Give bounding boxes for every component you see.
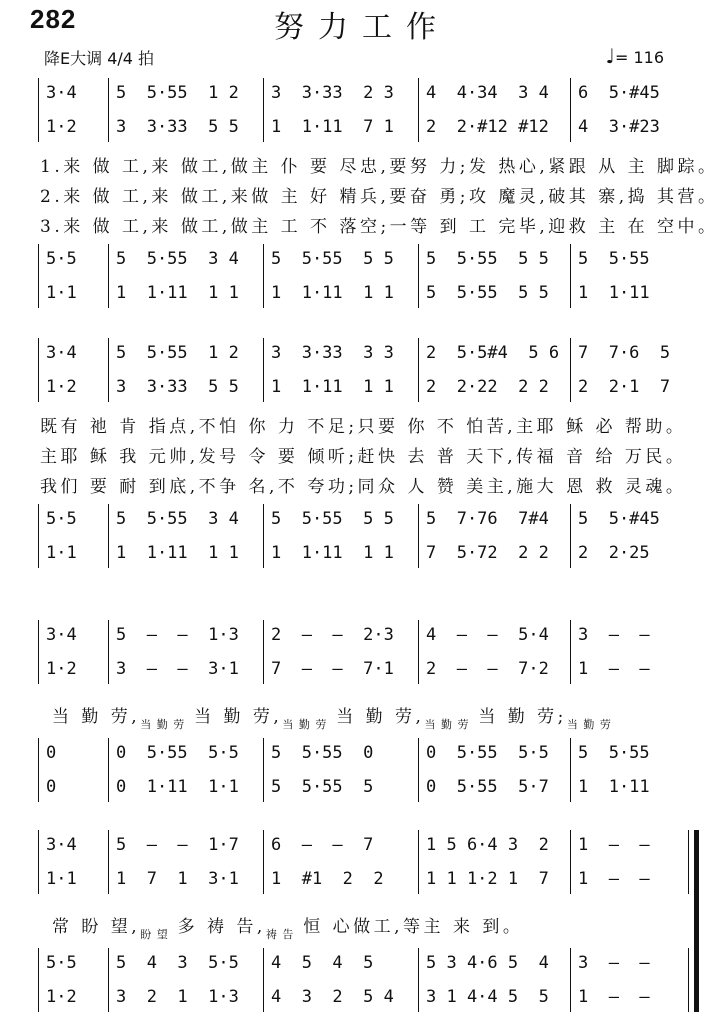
barline bbox=[38, 830, 39, 894]
measure: 3·4 bbox=[46, 343, 77, 363]
barline bbox=[418, 338, 419, 402]
measure: 4 3 2 5 4 bbox=[271, 987, 394, 1007]
lyric-echo: 当 勤 劳 bbox=[424, 718, 470, 730]
measure: 3·4 bbox=[46, 625, 77, 645]
measure: 5 5·55 0 bbox=[271, 743, 374, 763]
measure: 1 – – bbox=[578, 835, 650, 855]
measure: 3 – – bbox=[578, 625, 650, 645]
measure: 5·5 bbox=[46, 249, 77, 269]
measure: 1·2 bbox=[46, 987, 77, 1007]
measure: 4 3·#23 bbox=[578, 117, 660, 137]
measure: 1 7 1 3·1 bbox=[116, 869, 239, 889]
barline bbox=[418, 78, 419, 142]
lyric-line: 3.来 做 工,来 做工,做主 工 不 落空;一等 到 工 完毕,迎救 主 在 空中。 bbox=[40, 217, 719, 237]
lyric-main: 恒 心做工,等主 来 到。 bbox=[303, 917, 524, 937]
measure: 1 1·11 1 1 bbox=[116, 543, 239, 563]
measure: 1·1 bbox=[46, 283, 77, 303]
barline bbox=[418, 830, 419, 894]
measure: 1 – – bbox=[578, 659, 650, 679]
measure: 1 – – bbox=[578, 987, 650, 1007]
measure: 3·4 bbox=[46, 835, 77, 855]
barline bbox=[570, 830, 571, 894]
final-barline bbox=[694, 830, 699, 1012]
measure: 5 7·76 7#4 bbox=[426, 509, 549, 529]
measure: 0 1·11 1·1 bbox=[116, 777, 239, 797]
barline bbox=[418, 738, 419, 802]
measure: 1 – – bbox=[578, 869, 650, 889]
measure: 3 3·33 2 3 bbox=[271, 83, 394, 103]
measure: 5 5·55 1 2 bbox=[116, 83, 239, 103]
tempo-marking bbox=[606, 44, 664, 68]
lyric-line: 我们 要 耐 到底,不争 名,不 夸功;同众 人 赞 美主,施大 恩 救 灵魂。 bbox=[40, 477, 687, 497]
lyric-line bbox=[0, 912, 724, 940]
measure: 7 7·6 5 bbox=[578, 343, 671, 363]
lyric-main: 多 祷 告, bbox=[177, 917, 266, 937]
barline bbox=[108, 504, 109, 568]
barline bbox=[263, 948, 264, 1012]
barline bbox=[38, 738, 39, 802]
measure: 1 1·11 1 1 bbox=[271, 283, 394, 303]
lyric-line: 2.来 做 工,来 做工,来做 主 好 精兵,要奋 勇;攻 魔灵,破其 寨,捣 其营。 bbox=[40, 187, 719, 207]
barline bbox=[38, 338, 39, 402]
tempo-value: = 116 bbox=[614, 48, 664, 67]
lyric-line: 主耶 稣 我 元帅,发号 令 要 倾听;赶快 去 普 天下,传福 音 给 万民。 bbox=[40, 447, 687, 467]
measure: 5·5 bbox=[46, 953, 77, 973]
measure: 5 5·55 5 bbox=[271, 777, 374, 797]
measure: 5 5·55 3 4 bbox=[116, 509, 239, 529]
measure: 3 3·33 5 5 bbox=[116, 377, 239, 397]
barline bbox=[263, 78, 264, 142]
measure: 5 5·55 5 5 bbox=[426, 249, 549, 269]
measure: 5 5·55 bbox=[578, 743, 650, 763]
barline bbox=[263, 620, 264, 684]
measure: 1 1·11 1 1 bbox=[116, 283, 239, 303]
measure: 1 1·11 1 1 bbox=[271, 377, 394, 397]
measure: 1·1 bbox=[46, 543, 77, 563]
measure: 3 – – 3·1 bbox=[116, 659, 239, 679]
barline bbox=[570, 948, 571, 1012]
measure: 1 1·11 bbox=[578, 283, 650, 303]
lyric-main: 当 勤 劳, bbox=[52, 707, 141, 727]
barline bbox=[108, 338, 109, 402]
barline bbox=[263, 504, 264, 568]
measure: 1·2 bbox=[46, 659, 77, 679]
measure: 3 2 1 1·3 bbox=[116, 987, 239, 1007]
measure: 1 5 6·4 3 2 bbox=[426, 835, 549, 855]
measure: 2 – – 2·3 bbox=[271, 625, 394, 645]
measure: 5 5·55 3 4 bbox=[116, 249, 239, 269]
hymn-number: 282 bbox=[30, 4, 77, 34]
measure: 1 #1 2 2 bbox=[271, 869, 384, 889]
measure: 5·5 bbox=[46, 509, 77, 529]
measure: 2 2·#12 #12 bbox=[426, 117, 549, 137]
lyric-line bbox=[0, 702, 724, 730]
measure: 0 bbox=[46, 743, 57, 763]
measure: 0 5·55 5·5 bbox=[116, 743, 239, 763]
barline bbox=[263, 244, 264, 308]
measure: 0 bbox=[46, 777, 57, 797]
barline bbox=[570, 244, 571, 308]
barline bbox=[38, 620, 39, 684]
lyric-line: 既有 祂 肯 指点,不怕 你 力 不足;只要 你 不 怕苦,主耶 稣 必 帮助。 bbox=[40, 417, 687, 437]
barline bbox=[263, 338, 264, 402]
measure: 7 5·72 2 2 bbox=[426, 543, 549, 563]
lyric-echo: 当 勤 劳 bbox=[140, 718, 186, 730]
barline bbox=[263, 738, 264, 802]
measure: 3 1 4·4 5 5 bbox=[426, 987, 549, 1007]
measure: 5 3 4·6 5 4 bbox=[426, 953, 549, 973]
barline bbox=[108, 830, 109, 894]
measure: 6 5·#45 bbox=[578, 83, 660, 103]
barline bbox=[108, 738, 109, 802]
barline bbox=[418, 504, 419, 568]
measure: 3 – – bbox=[578, 953, 650, 973]
measure: 3 3·33 3 3 bbox=[271, 343, 394, 363]
measure: 3·4 bbox=[46, 83, 77, 103]
lyric-main: 当 勤 劳; bbox=[478, 707, 567, 727]
measure: 3 3·33 5 5 bbox=[116, 117, 239, 137]
barline bbox=[263, 830, 264, 894]
lyric-echo: 祷 告 bbox=[265, 928, 295, 940]
measure: 1 1·11 bbox=[578, 777, 650, 797]
measure: 1·1 bbox=[46, 869, 77, 889]
barline bbox=[688, 948, 689, 1012]
barline bbox=[570, 738, 571, 802]
measure: 0 5·55 5·7 bbox=[426, 777, 549, 797]
measure: 4 4·34 3 4 bbox=[426, 83, 549, 103]
measure: 7 – – 7·1 bbox=[271, 659, 394, 679]
barline bbox=[570, 620, 571, 684]
measure: 2 – – 7·2 bbox=[426, 659, 549, 679]
measure: 1 1 1·2 1 7 bbox=[426, 869, 549, 889]
quarter-note-icon: ♩ bbox=[605, 44, 615, 68]
measure: 5 5·55 bbox=[578, 249, 650, 269]
measure: 2 5·5#4 5 6 bbox=[426, 343, 560, 363]
measure: 5 – – 1·3 bbox=[116, 625, 239, 645]
barline bbox=[570, 338, 571, 402]
barline bbox=[108, 948, 109, 1012]
lyric-main: 当 勤 劳, bbox=[336, 707, 425, 727]
barline bbox=[38, 948, 39, 1012]
measure: 2 2·25 bbox=[578, 543, 650, 563]
measure: 5 5·55 1 2 bbox=[116, 343, 239, 363]
measure: 5 5·#45 bbox=[578, 509, 660, 529]
key-signature: 降E大调 4/4 拍 bbox=[44, 49, 155, 68]
lyric-echo: 当 勤 劳 bbox=[282, 718, 328, 730]
measure: 6 – – 7 bbox=[271, 835, 374, 855]
lyric-line: 1.来 做 工,来 做工,做主 仆 要 尽忠,要努 力;发 热心,紧跟 从 主 脚踪。 bbox=[40, 157, 719, 177]
measure: 2 2·22 2 2 bbox=[426, 377, 549, 397]
lyric-main: 常 盼 望, bbox=[52, 917, 141, 937]
measure: 5 5·55 5 5 bbox=[271, 509, 394, 529]
measure: 5 4 3 5·5 bbox=[116, 953, 239, 973]
lyric-echo: 盼 望 bbox=[140, 928, 169, 940]
measure: 5 – – 1·7 bbox=[116, 835, 239, 855]
barline bbox=[418, 948, 419, 1012]
barline bbox=[570, 78, 571, 142]
measure: 4 5 4 5 bbox=[271, 953, 374, 973]
lyric-main: 当 勤 劳, bbox=[194, 707, 283, 727]
barline bbox=[688, 830, 689, 894]
barline bbox=[418, 244, 419, 308]
measure: 4 – – 5·4 bbox=[426, 625, 549, 645]
barline bbox=[38, 78, 39, 142]
measure: 1·2 bbox=[46, 117, 77, 137]
barline bbox=[108, 78, 109, 142]
measure: 5 5·55 5 5 bbox=[426, 283, 549, 303]
measure: 2 2·1 7 bbox=[578, 377, 671, 397]
lyric-echo: 当 勤 劳 bbox=[566, 718, 612, 730]
measure: 5 5·55 5 5 bbox=[271, 249, 394, 269]
barline bbox=[38, 504, 39, 568]
measure: 1 1·11 1 1 bbox=[271, 543, 394, 563]
barline bbox=[108, 244, 109, 308]
barline bbox=[38, 244, 39, 308]
hymn-title: 努力工作 bbox=[274, 10, 450, 45]
measure: 0 5·55 5·5 bbox=[426, 743, 549, 763]
barline bbox=[108, 620, 109, 684]
measure: 1 1·11 7 1 bbox=[271, 117, 394, 137]
measure: 1·2 bbox=[46, 377, 77, 397]
barline bbox=[418, 620, 419, 684]
barline bbox=[570, 504, 571, 568]
